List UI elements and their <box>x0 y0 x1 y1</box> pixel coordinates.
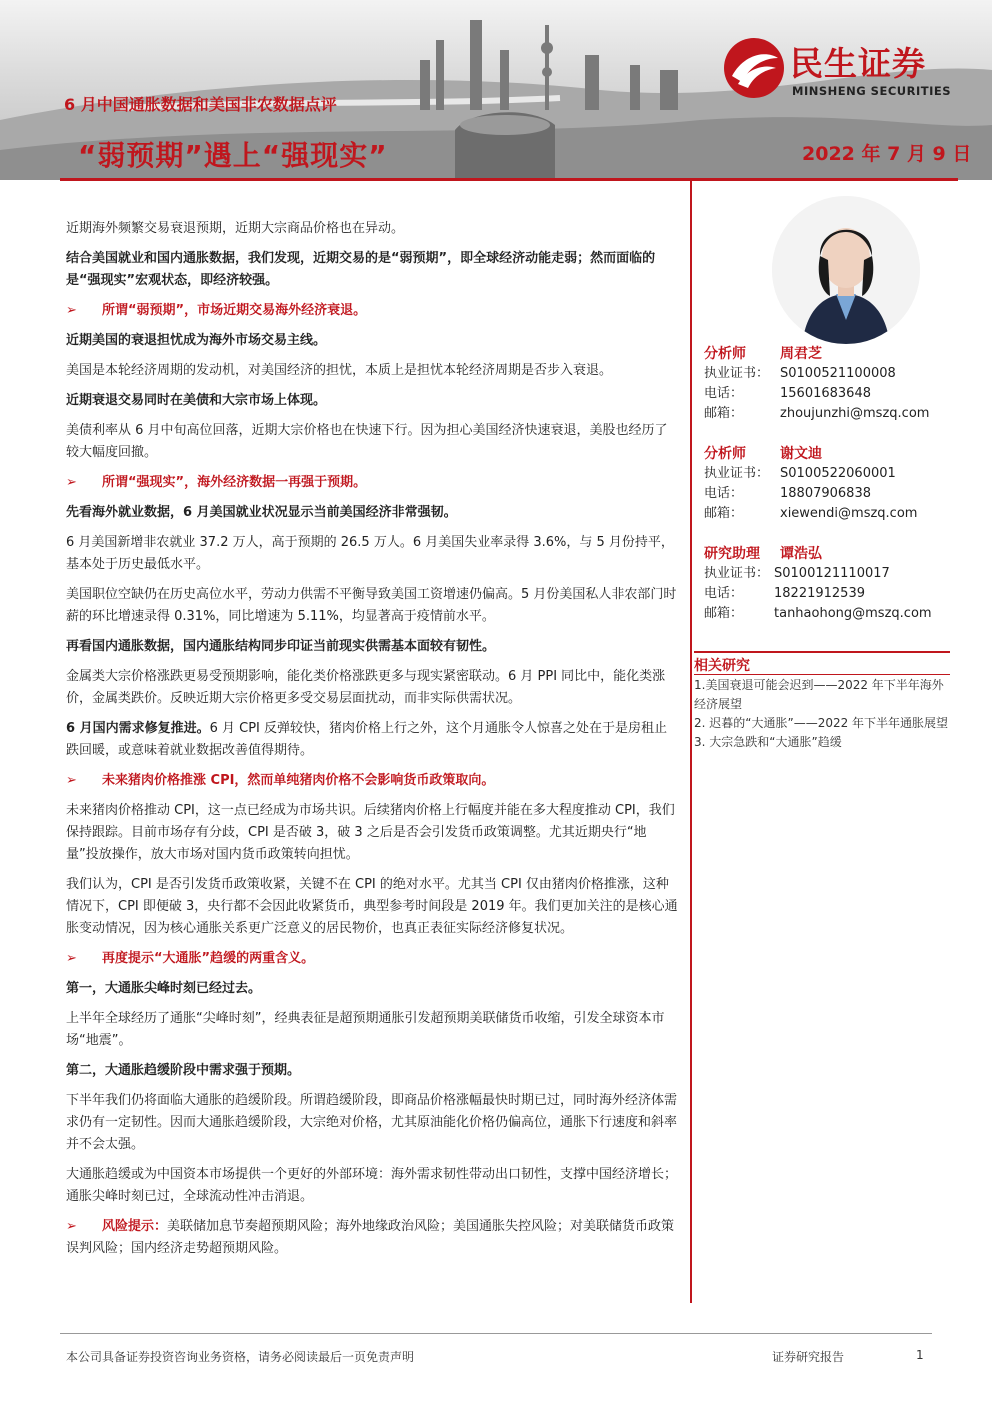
footer-divider <box>60 1333 932 1334</box>
analyst-phone: 电话： 15601683648 <box>704 386 871 401</box>
paragraph: 我们认为，CPI 是否引发货币政策收紧，关键不在 CPI 的绝对水平。尤其当 CPI 仅由猪肉价格推涨，这种情况下，CPI 即便破 3，央行都不会因此收紧货币，典型参考时间段是 2019 年。我们更加关注的是核心通胀变动情况，因为核心通胀关系更广泛意义的居民物价，也真正表征实际经济修复状况。 <box>66 877 678 936</box>
paragraph: 上半年全球经历了通胀“尖峰时刻”，经典表征是超预期通胀引发超预期美联储货币收缩，引发全球资本市场“地震”。 <box>66 1011 665 1048</box>
paragraph: 美国是本轮经济周期的发动机，对美国经济的担忧，本质上是担忧本轮经济周期是否步入衰退。 <box>66 363 613 378</box>
related-item[interactable]: 1.美国衰退可能会迟到——2022 年下半年海外经济展望 <box>694 678 944 711</box>
related-research-heading: 相关研究 <box>694 658 750 674</box>
analyst-card <box>704 444 917 524</box>
footer-disclaimer: 本公司具备证券投资咨询业务资格，请务必阅读最后一页免责声明 <box>66 1350 415 1364</box>
paragraph: 美债利率从 6 月中旬高位回落，近期大宗价格也在快速下行。因为担心美国经济快速衰退，美股也经历了较大幅度回撤。 <box>66 423 668 460</box>
paragraph: 大通胀趋缓或为中国资本市场提供一个更好的外部环境：海外需求韧性带动出口韧性，支撑中国经济增长；通胀尖峰时刻已过，全球流动性冲击消退。 <box>66 1167 678 1204</box>
analyst-photo <box>772 196 920 344</box>
paragraph: 下半年我们仍将面临大通胀的趋缓阶段。所谓趋缓阶段，即商品价格涨幅最快时期已过，同时海外经济体需求仍有一定韧性。因而大通胀趋缓阶段，大宗绝对价格，尤其原油能化价格仍偏高位，通胀下行速度和斜率并不会太强。 <box>66 1093 678 1152</box>
report-body <box>66 218 678 1268</box>
analyst-email[interactable]: 邮箱： tanhaohong@mszq.com <box>704 606 932 621</box>
page-number: 1 <box>916 1348 924 1362</box>
bold-paragraph: 第一，大通胀尖峰时刻已经过去。 <box>66 981 262 996</box>
analyst-email[interactable]: 邮箱： xiewendi@mszq.com <box>704 506 918 521</box>
header-banner <box>0 0 992 180</box>
report-title: “弱预期”遇上“强现实” <box>78 139 388 172</box>
analyst-cert: 执业证书： S0100521100008 <box>704 366 896 381</box>
logo-text-en: MINSHENG SECURITIES <box>792 84 951 98</box>
arrow-bullet-icon: ➢ <box>66 951 77 966</box>
arrow-bullet-icon: ➢ <box>66 773 77 788</box>
paragraph: 近期海外频繁交易衰退预期，近期大宗商品价格也在异动。 <box>66 221 405 236</box>
analyst-cert: 执业证书： S0100121110017 <box>704 566 890 581</box>
red-heading: ➢ 未来猪肉价格推涨 CPI，然而单纯猪肉价格不会影响货币政策取向。 <box>66 770 678 792</box>
bold-paragraph: 近期衰退交易同时在美债和大宗市场上体现。 <box>66 393 327 408</box>
related-item[interactable]: 3. 大宗急跌和“大通胀”趋缓 <box>694 735 842 749</box>
analyst-portrait-image <box>772 196 920 344</box>
analyst-phone: 电话： 18807906838 <box>704 486 871 501</box>
related-research-list <box>694 676 950 752</box>
logo-text-cn: 民生证券 <box>790 44 926 83</box>
red-heading: ➢ 所谓“弱预期”，市场近期交易海外经济衰退。 <box>66 300 678 322</box>
related-item[interactable]: 2. 迟暮的“大通胀”——2022 年下半年通胀展望 <box>694 716 949 730</box>
report-date: 2022 年 7 月 9 日 <box>802 143 972 165</box>
analyst-name: 谭浩弘 <box>780 546 822 562</box>
analyst-email[interactable]: 邮箱： zhoujunzhi@mszq.com <box>704 406 930 421</box>
paragraph: 未来猪肉价格推动 CPI，这一点已经成为市场共识。后续猪肉价格上行幅度并能在多大程度推动 CPI，我们保持跟踪。目前市场存有分歧，CPI 是否破 3，破 3 之后是否会引发货币政策调整。尤其近期央行“地量”投放操作，放大市场对国内货币政策转向担忧。 <box>66 803 675 862</box>
analyst-name: 周君芝 <box>780 346 822 362</box>
paragraph: 美国职位空缺仍在历史高位水平，劳动力供需不平衡导致美国工资增速仍偏高。5 月份美国私人非农部门时薪的环比增速录得 0.31%，同比增速为 5.11%，均显著高于疫情前水平。 <box>66 587 677 624</box>
related-divider-bottom <box>694 674 950 675</box>
analyst-header: 研究助理 谭浩弘 <box>704 546 822 562</box>
analyst-name: 谢文迪 <box>780 446 822 462</box>
minsheng-logo-icon <box>722 36 786 100</box>
arrow-bullet-icon: ➢ <box>66 475 77 490</box>
column-divider <box>690 181 692 1303</box>
analyst-header: 分析师 周君芝 <box>704 346 822 362</box>
paragraph: 6 月美国新增非农就业 37.2 万人，高于预期的 26.5 万人。6 月美国失业率录得 3.6%，与 5 月份持平，基本处于历史最低水平。 <box>66 535 674 572</box>
related-divider-top <box>694 651 950 653</box>
bold-paragraph: 先看海外就业数据，6 月美国就业状况显示当前美国经济非常强韧。 <box>66 505 457 520</box>
analyst-phone: 电话： 18221912539 <box>704 586 865 601</box>
paragraph: 金属类大宗价格涨跌更易受预期影响，能化类价格涨跌更多与现实紧密联动。6 月 PPI 同比中，能化类涨价，金属类跌价。反映近期大宗价格更多受交易层面扰动，而非实际供需状况。 <box>66 669 666 706</box>
arrow-bullet-icon: ➢ <box>66 303 77 318</box>
analyst-card <box>704 544 932 624</box>
analyst-cert: 执业证书： S0100522060001 <box>704 466 896 481</box>
company-logo <box>722 36 972 104</box>
bold-paragraph: 近期美国的衰退担忧成为海外市场交易主线。 <box>66 333 327 348</box>
analyst-card <box>704 344 929 424</box>
footer-report-type: 证券研究报告 <box>772 1350 845 1364</box>
bold-paragraph: 第二，大通胀趋缓阶段中需求强于预期。 <box>66 1063 301 1078</box>
header-divider <box>60 178 958 181</box>
bold-paragraph: 结合美国就业和国内通胀数据，我们发现，近期交易的是“弱预期”，即全球经济动能走弱；然而面临的是“强现实”宏观状态，即经济较强。 <box>66 251 656 288</box>
mixed-paragraph: 6 月国内需求修复推进。6 月 CPI 反弹较快，猪肉价格上行之外，这个月通胀令人惊喜之处在于是房租止跌回暖，或意味着就业数据改善值得期待。 <box>66 721 667 758</box>
report-subtitle: 6 月中国通胀数据和美国非农数据点评 <box>64 95 337 114</box>
arrow-bullet-icon: ➢ <box>66 1219 77 1234</box>
red-heading: ➢ 再度提示“大通胀”趋缓的两重含义。 <box>66 948 678 970</box>
bold-paragraph: 再看国内通胀数据，国内通胀结构同步印证当前现实供需基本面较有韧性。 <box>66 639 496 654</box>
red-heading: ➢ 所谓“强现实”，海外经济数据一再强于预期。 <box>66 472 678 494</box>
analyst-header: 分析师 谢文迪 <box>704 446 822 462</box>
risk-paragraph: ➢ 风险提示：美联储加息节奏超预期风险；海外地缘政治风险；美国通胀失控风险；对美联储货币政策误判风险；国内经济走势超预期风险。 <box>66 1216 678 1260</box>
